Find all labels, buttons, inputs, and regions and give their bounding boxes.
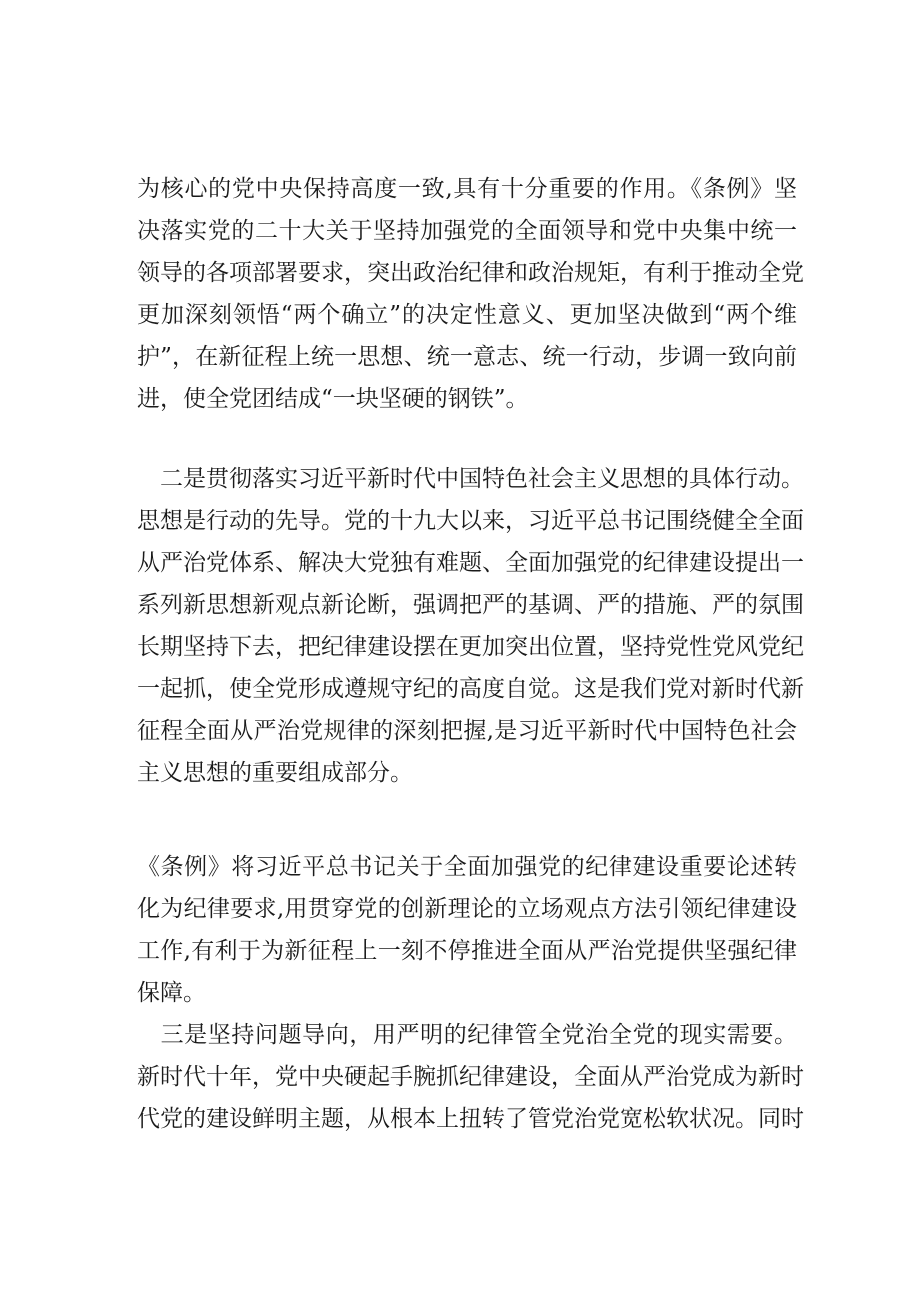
paragraph-3 xyxy=(137,846,797,1014)
text-line: 思想是行动的先导。党的十九大以来，习近平总书记围绕健全全面 xyxy=(137,508,804,534)
text-line: 从严治党体系、解决大党独有难题、全面加强党的纪律建设提出一 xyxy=(137,550,804,576)
text-line: 三是坚持问题导向，用严明的纪律管全党治全党的现实需要。 xyxy=(137,1022,797,1048)
text-line: 更加深刻领悟“两个确立”的决定性意义、更加坚决做到“两个维 xyxy=(137,302,797,328)
text-line: 一起抓，使全党形成遵规守纪的高度自觉。这是我们党对新时代新 xyxy=(137,676,804,702)
paragraph-4 xyxy=(137,1014,804,1140)
text-line: 工作,有利于为新征程上一刻不停推进全面从严治党提供坚强纪律 xyxy=(137,938,797,964)
text-line: 主义思想的重要组成部分。 xyxy=(137,760,413,786)
text-line: 保障。 xyxy=(137,980,206,1006)
text-line: 征程全面从严治党规律的深刻把握,是习近平新时代中国特色社会 xyxy=(137,718,797,744)
text-line: 为核心的党中央保持高度一致,具有十分重要的作用。《条例》坚 xyxy=(137,176,797,202)
text-line: 二是贯彻落实习近平新时代中国特色社会主义思想的具体行动。 xyxy=(137,466,804,492)
paragraph-2 xyxy=(137,458,804,794)
text-line: 进，使全党团结成“一块坚硬的钢铁”。 xyxy=(137,386,529,412)
text-line: 代党的建设鲜明主题，从根本上扭转了管党治党宽松软状况。同时 xyxy=(137,1106,804,1132)
text-line: 护”，在新征程上统一思想、统一意志、统一行动，步调一致向前 xyxy=(137,344,797,370)
paragraph-1 xyxy=(137,168,804,420)
text-line: 化为纪律要求,用贯穿党的创新理论的立场观点方法引领纪律建设 xyxy=(137,896,797,922)
text-line: 《条例》将习近平总书记关于全面加强党的纪律建设重要论述转 xyxy=(137,854,797,880)
text-line: 系列新思想新观点新论断，强调把严的基调、严的措施、严的氛围 xyxy=(137,592,804,618)
text-line: 领导的各项部署要求，突出政治纪律和政治规矩，有利于推动全党 xyxy=(137,260,804,286)
text-line: 决落实党的二十大关于坚持加强党的全面领导和党中央集中统一 xyxy=(137,218,797,244)
text-line: 长期坚持下去，把纪律建设摆在更加突出位置，坚持党性党风党纪 xyxy=(137,634,804,660)
text-line: 新时代十年，党中央硬起手腕抓纪律建设，全面从严治党成为新时 xyxy=(137,1064,804,1090)
